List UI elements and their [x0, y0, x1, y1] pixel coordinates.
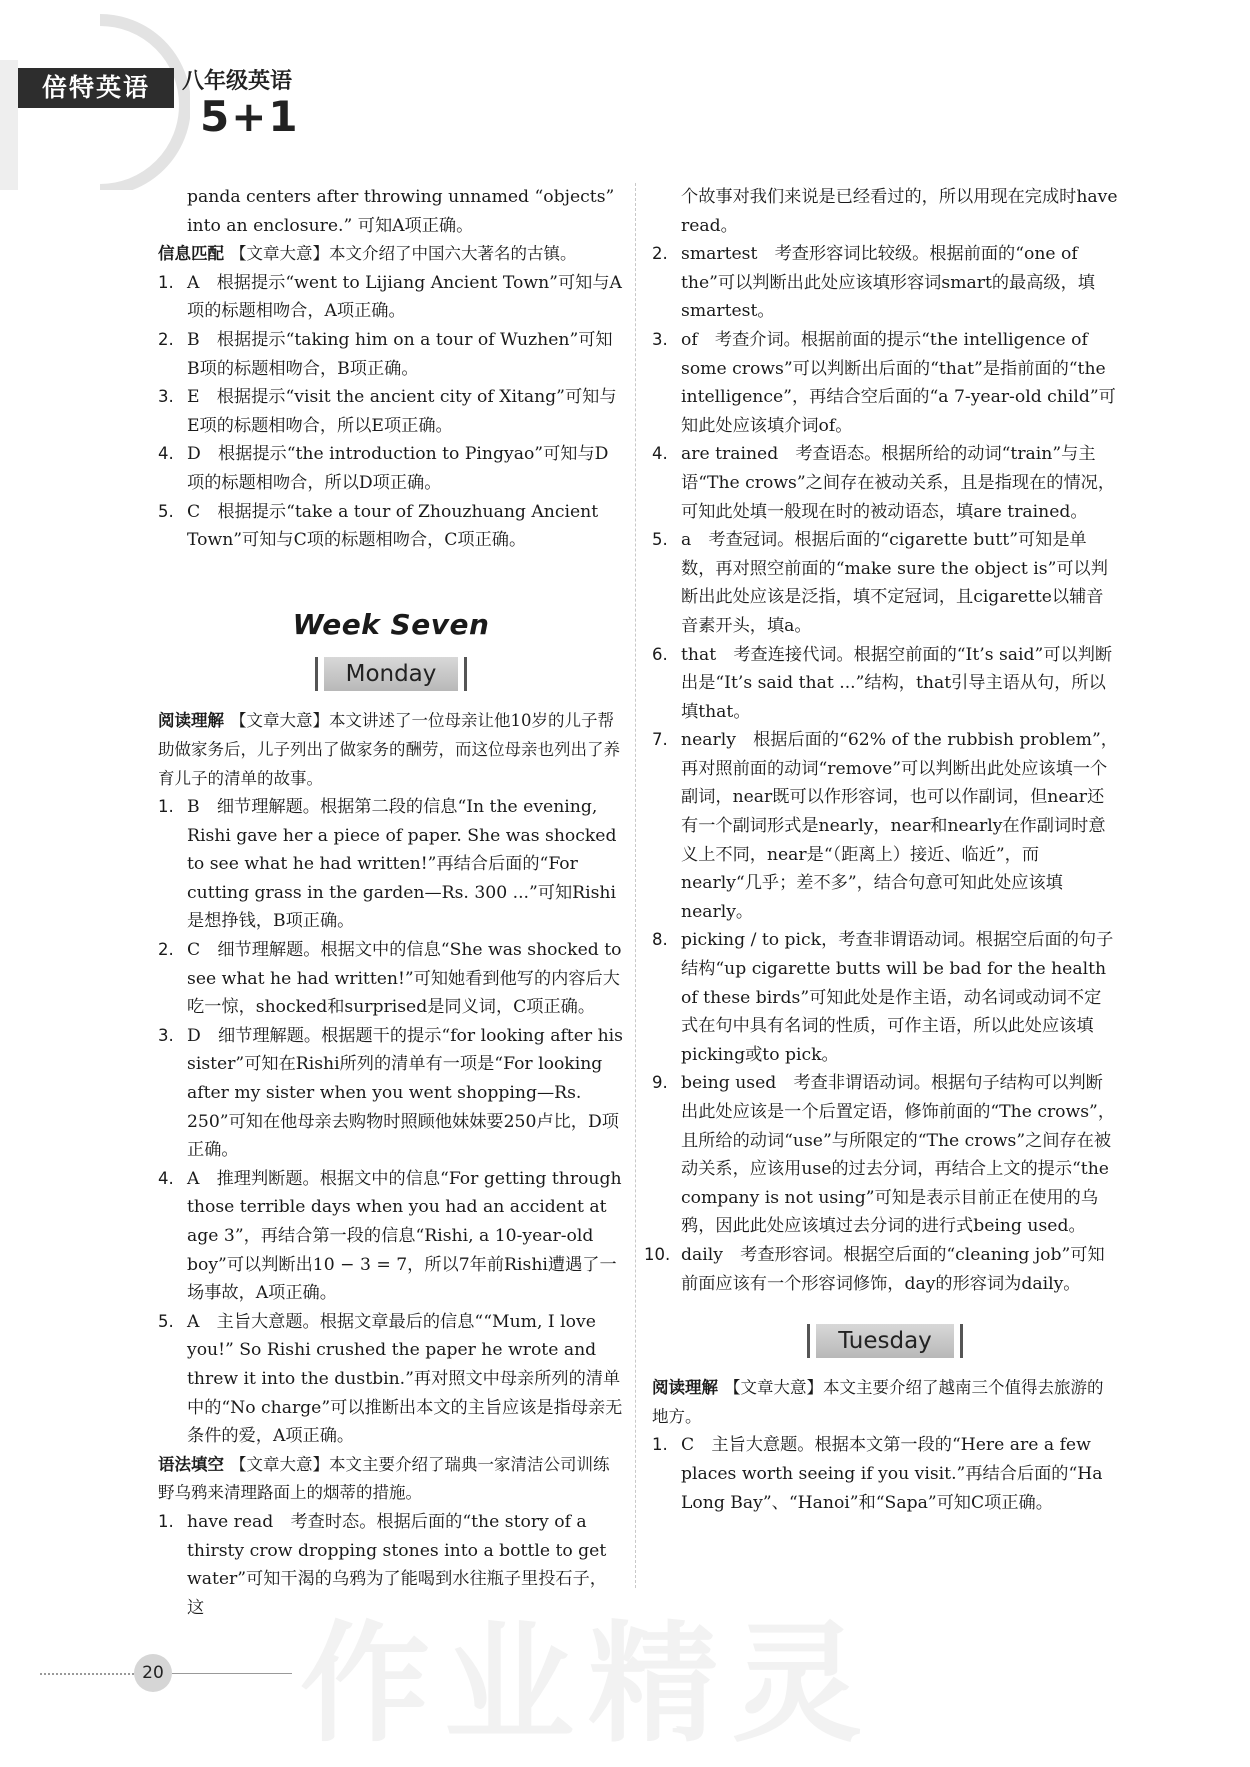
answer-item: [158, 1165, 624, 1308]
item-text: E 根据提示“visit the ancient city of Xitang”可知与E项的标题相吻合，所以E项正确。: [187, 387, 617, 436]
grammar-section-header: [158, 1451, 624, 1508]
answer-item: [158, 326, 624, 383]
answer-item: [158, 269, 624, 326]
section-label: 信息匹配: [158, 244, 224, 264]
item-text: D 根据提示“the introduction to Pingyao”可知与D项的标题相吻合，所以D项正确。: [187, 444, 609, 493]
answer-item: [158, 936, 624, 1022]
section-summary: 【文章大意】本文主要介绍了瑞典一家清洁公司训练野乌鸦来清理路面上的烟蒂的措施。: [158, 1454, 610, 1503]
item-text: C 主旨大意题。根据本文第一段的“Here are a few places worth seeing if you visit.”再结合后面的“Ha Long Bay”、“Hanoi”和“Sapa”可知C项正确。: [681, 1435, 1103, 1513]
answer-item: [652, 926, 1118, 1069]
answer-item: [158, 498, 624, 555]
answer-item: [652, 641, 1118, 727]
day-banner-monday: [158, 657, 624, 691]
item-text: have read 考查时态。根据后面的“the story of a thirsty crow dropping stones into a bottle to get water”可知干渴的乌鸦为了能喝到水往瓶子里投石子，这: [187, 1511, 607, 1618]
item-number: 4.: [158, 1168, 174, 1188]
item-text: that 考查连接代词。根据空前面的“It’s said”可以判断出是“It’s said that ...”结构，that引导主语从句，所以填that。: [681, 644, 1113, 722]
item-number: 1.: [158, 1511, 174, 1531]
answer-item: [158, 383, 624, 440]
item-text: C 细节理解题。根据文中的信息“She was shocked to see what he had written!”可知她看到他写的内容后大吃一惊，shocked和surprised是同义词，C项正确。: [187, 940, 622, 1018]
answer-item: [652, 1069, 1118, 1241]
item-number: 5.: [158, 1311, 174, 1331]
section-summary: 【文章大意】本文讲述了一位母亲让他10岁的儿子帮助做家务后，儿子列出了做家务的酬劳，而这位母亲也列出了养育儿子的清单的故事。: [158, 711, 620, 788]
reading-section-header: [652, 1374, 1118, 1431]
answer-item: [644, 1241, 1118, 1298]
item-text: C 根据提示“take a tour of Zhouzhuang Ancient Town”可知与C项的标题相吻合，C项正确。: [187, 501, 599, 551]
item-number: 7.: [652, 730, 668, 750]
section-label: 语法填空: [158, 1454, 224, 1474]
section-label: 阅读理解: [652, 1378, 718, 1398]
answer-item: [158, 1022, 624, 1165]
item-text: daily 考查形容词。根据空后面的“cleaning job”可知前面应该有一个形容词修饰，day的形容词为daily。: [681, 1244, 1105, 1294]
week-title: Week Seven: [292, 607, 490, 641]
item-text: are trained 考查语态。根据所给的动词“train”与主语“The crows”之间存在被动关系，且是指现在的情况，可知此处填一般现在时的被动语态，填are trained。: [681, 444, 1116, 522]
item-number: 6.: [652, 644, 668, 664]
answer-item: [652, 1431, 1118, 1517]
item-number: 10.: [644, 1244, 671, 1264]
item-text: A 根据提示“went to Lijiang Ancient Town”可知与A项的标题相吻合，A项正确。: [187, 272, 622, 322]
item-number: 1.: [158, 797, 174, 817]
day-banner-tuesday: [652, 1324, 1118, 1358]
item-number: 4.: [158, 444, 174, 464]
matching-section-header: [158, 240, 624, 269]
series-title: 5+1: [200, 92, 300, 141]
item-text: being used 考查非谓语动词。根据句子结构可以判断出此处应该是一个后置定语，修饰前面的“The crows”，且所给的动词“use”与所限定的“The crows”之间存在被动关系，应该用use的过去分词，再结合上文的提示“the company is not using”可知是表示目前正在使用的乌鸦，因此此处应该填过去分词的进行式being used。: [681, 1073, 1116, 1237]
watermark: 作业精灵: [300, 1608, 877, 1760]
item-number: 3.: [652, 329, 668, 349]
left-column: [158, 183, 624, 1622]
item-text: B 细节理解题。根据第二段的信息“In the evening, Rishi gave her a piece of paper. She was shocked to see what he had written!”再结合后面的“For cutting grass in the garden—Rs. 300 ...”可知Rishi是想挣钱，B项正确。: [187, 797, 617, 932]
answer-item: [652, 526, 1118, 640]
footer-line: [172, 1673, 292, 1674]
item-text: D 细节理解题。根据题干的提示“for looking after his sister”可知在Rishi所列的清单有一项是“For looking after my sister when you went shopping—Rs. 250”可知在他母亲去购物时照顾他妹妹要250卢比，D项正确。: [187, 1025, 623, 1161]
item-number: 5.: [652, 530, 668, 550]
section-summary: 【文章大意】本文介绍了中国六大著名的古镇。: [230, 244, 577, 264]
continued-text: panda centers after throwing unnamed “objects” into an enclosure.” 可知A项正确。: [187, 187, 615, 236]
item-text: picking / to pick，考查非谓语动词。根据空后面的句子结构“up cigarette butts will be bad for the health of these birds”可知此处是作主语，动名词或动词不定式在句中具有名词的性质，可作主语，所以此处应该填picking或to pick。: [681, 930, 1114, 1065]
item-text: A 推理判断题。根据文中的信息“For getting through those terrible days when you had an accident at age 3”，再结合第一段的信息“Rishi, a 10-year-old boy”可以判断出10 − 3 = 7，所以7年前Rishi遭遇了一场事故，A项正确。: [187, 1168, 622, 1304]
continued-text: 个故事对我们来说是已经看过的，所以用现在完成时have read。: [681, 187, 1118, 236]
answer-item: [652, 440, 1118, 526]
answer-item: [652, 726, 1118, 926]
page-number: 20: [134, 1654, 172, 1692]
item-number: 1.: [652, 1435, 668, 1455]
footer-dotted-line: [40, 1673, 134, 1675]
item-text: nearly 根据后面的“62% of the rubbish problem”，再对照前面的动词“remove”可以判断出此处应该填一个副词，near既可以作形容词，也可以作副词，但near还有一个副词形式是nearly，near和nearly在作副词时意义上不同，near是“（距离上）接近、临近”，而nearly“几乎；差不多”，结合句意可知此处应该填nearly。: [681, 730, 1118, 922]
answer-item: [158, 1308, 624, 1451]
answer-item: [158, 1508, 624, 1622]
answer-item: [158, 440, 624, 497]
day-label: Monday: [324, 657, 459, 691]
item-number: 4.: [652, 444, 668, 464]
item-number: 2.: [652, 244, 668, 264]
reading-section-header: [158, 707, 624, 793]
item-number: 1.: [158, 272, 174, 292]
item-number: 8.: [652, 930, 668, 950]
item-number: 5.: [158, 501, 174, 521]
grade-title: 八年级英语: [182, 69, 293, 94]
answer-item: [158, 793, 624, 936]
item-number: 2.: [158, 329, 174, 349]
item-text: a 考查冠词。根据后面的“cigarette butt”可知是单数，再对照空前面的“make sure the object is”可以判断出此处应该是泛指，填不定冠词，且cigarette以辅音音素开头，填a。: [681, 530, 1108, 636]
column-divider: [635, 183, 636, 1588]
item-text: smartest 考查形容词比较级。根据前面的“one of the”可以判断出此处应该填形容词smart的最高级，填smartest。: [681, 244, 1095, 322]
answer-item: [652, 326, 1118, 440]
item-number: 2.: [158, 940, 174, 960]
day-label: Tuesday: [816, 1324, 954, 1358]
item-number: 3.: [158, 1025, 174, 1045]
section-summary: 【文章大意】本文主要介绍了越南三个值得去旅游的地方。: [652, 1378, 1104, 1426]
item-text: A 主旨大意题。根据文章最后的信息““Mum, I love you!” So Rishi crushed the paper he wrote and threw it into the dustbin.”再对照文中母亲所列的清单中的“No charge”可以推断出本文的主旨应该是指母亲无条件的爱，A项正确。: [187, 1311, 623, 1447]
item-text: B 根据提示“taking him on a tour of Wuzhen”可知B项的标题相吻合，B项正确。: [187, 329, 613, 379]
item-number: 9.: [652, 1073, 668, 1093]
item-number: 3.: [158, 387, 174, 407]
section-label: 阅读理解: [158, 711, 224, 731]
answer-item: [652, 240, 1118, 326]
item-text: of 考查介词。根据前面的提示“the intelligence of some crows”可以判断出后面的“that”是指前面的“the intelligence”，再结合空后面的“a 7-year-old child”可知此处应该填介词of。: [681, 329, 1116, 436]
brand-logo: 倍特英语: [18, 68, 174, 108]
right-column: [644, 183, 1118, 1517]
